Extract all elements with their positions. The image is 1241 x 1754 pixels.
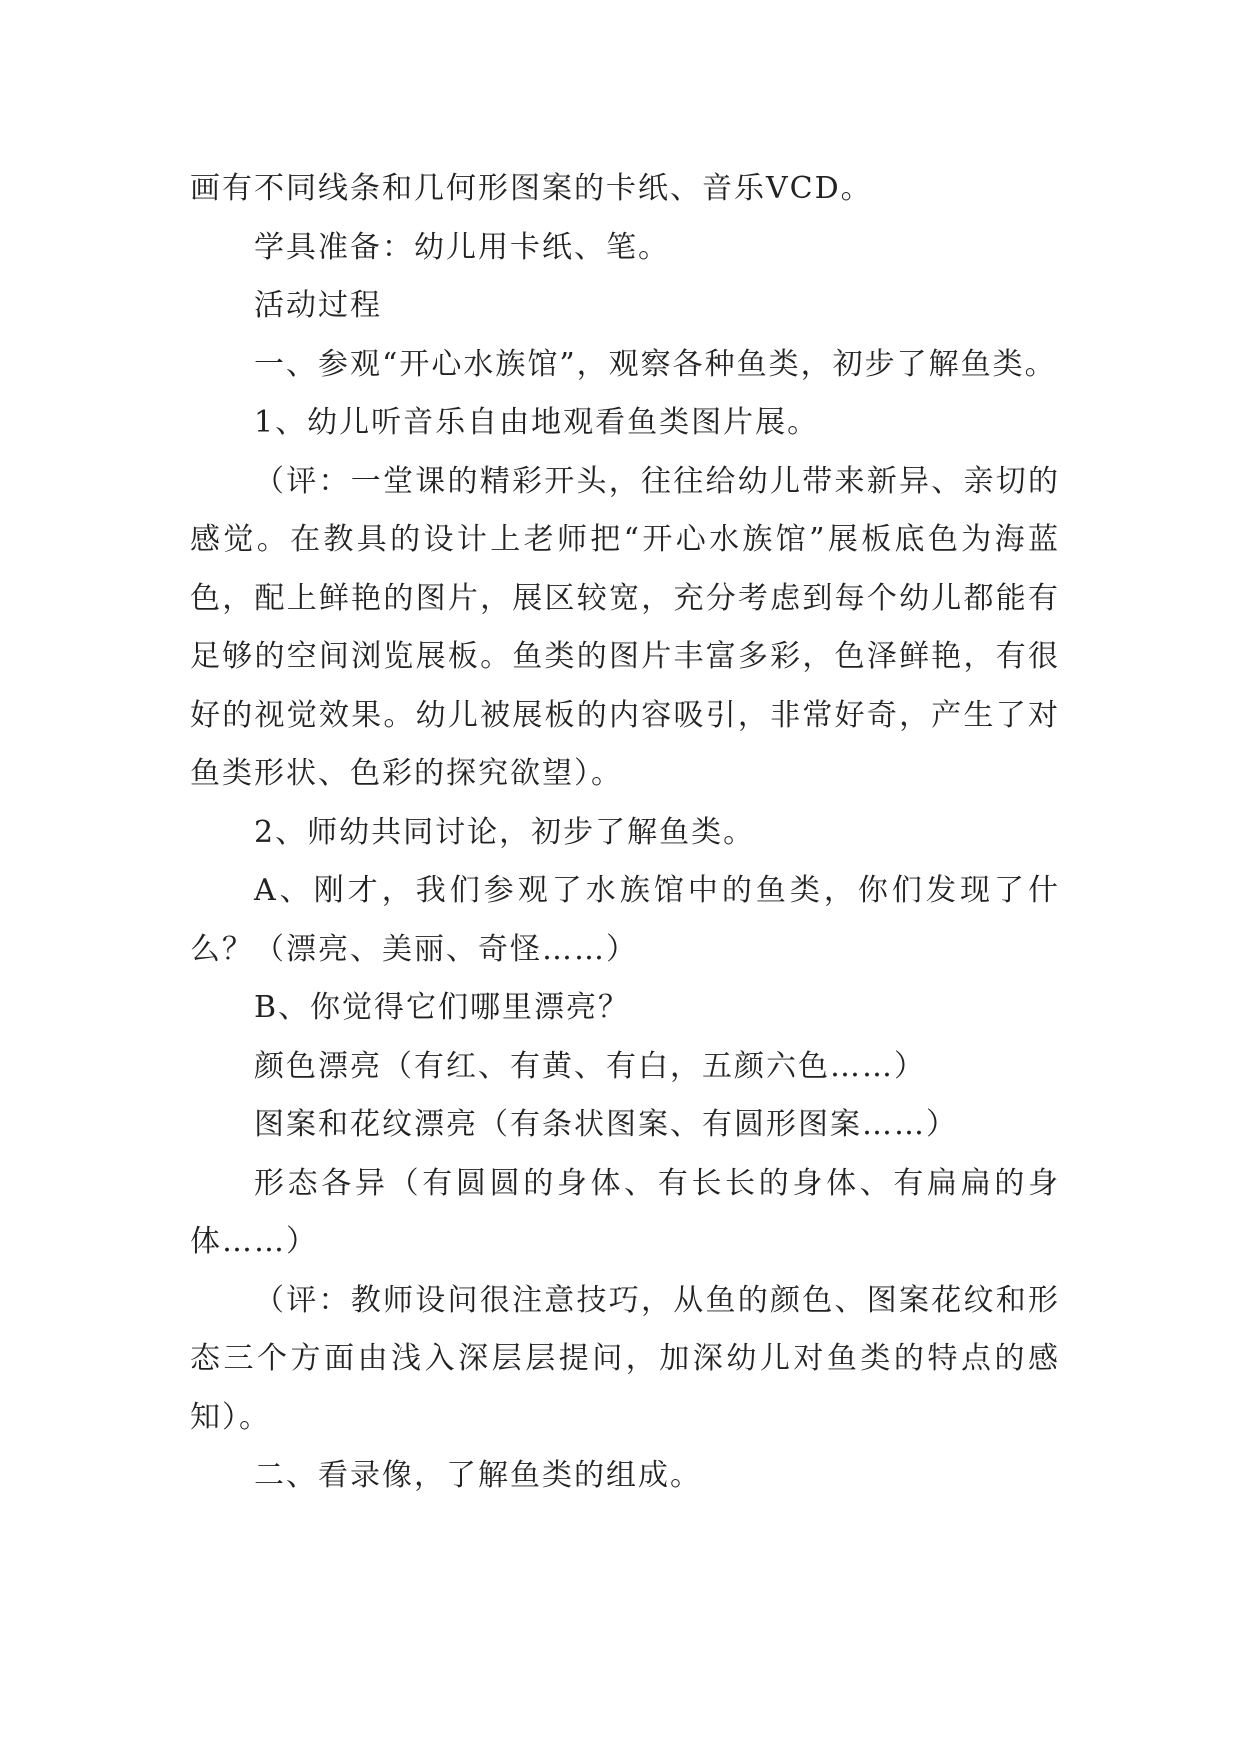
paragraph-step-1: 1、幼儿听音乐自由地观看鱼类图片展。 — [254, 405, 820, 440]
paragraph-answer-pattern: 图案和花纹漂亮（有条状图案、有圆形图案……） — [254, 1107, 958, 1142]
paragraph-section-one: 一、参观“开心水族馆”，观察各种鱼类，初步了解鱼类。 — [254, 346, 1057, 382]
paragraph-activity-heading: 活动过程 — [254, 288, 382, 323]
paragraph-answer-color: 颜色漂亮（有红、有黄、有白，五颜六色……） — [254, 1048, 926, 1084]
paragraph-question-b: B、你觉得它们哪里漂亮？ — [254, 990, 631, 1025]
paragraph-student-materials: 学具准备：幼儿用卡纸、笔。 — [254, 229, 670, 265]
document-body — [190, 160, 1060, 1506]
paragraph-answer-shape: 形态各异（有圆圆的身体、有长长的身体、有扁扁的身体……） — [190, 1165, 1060, 1259]
paragraph-question-a: A、刚才，我们参观了水族馆中的鱼类，你们发现了什么？（漂亮、美丽、奇怪……） — [190, 873, 1060, 967]
paragraph-step-2: 2、师幼共同讨论，初步了解鱼类。 — [254, 814, 756, 850]
paragraph-comment-2: （评：教师设问很注意技巧，从鱼的颜色、图案花纹和形态三个方面由浅入深层层提问，加深幼儿对鱼类的特点的感知）。 — [190, 1282, 1060, 1435]
paragraph-materials: 画有不同线条和几何形图案的卡纸、音乐VCD。 — [190, 171, 873, 206]
paragraph-comment-1: （评：一堂课的精彩开头，往往给幼儿带来新异、亲切的感觉。在教具的设计上老师把“开心水族馆”展板底色为海蓝色，配上鲜艳的图片，展区较宽，充分考虑到每个幼儿都能有足够的空间浏览展板。鱼类的图片丰富多彩，色泽鲜艳，有很好的视觉效果。幼儿被展板的内容吸引，非常好奇，产生了对鱼类形状、色彩的探究欲望）。 — [190, 463, 1060, 791]
paragraph-section-two: 二、看录像，了解鱼类的组成。 — [254, 1458, 702, 1493]
